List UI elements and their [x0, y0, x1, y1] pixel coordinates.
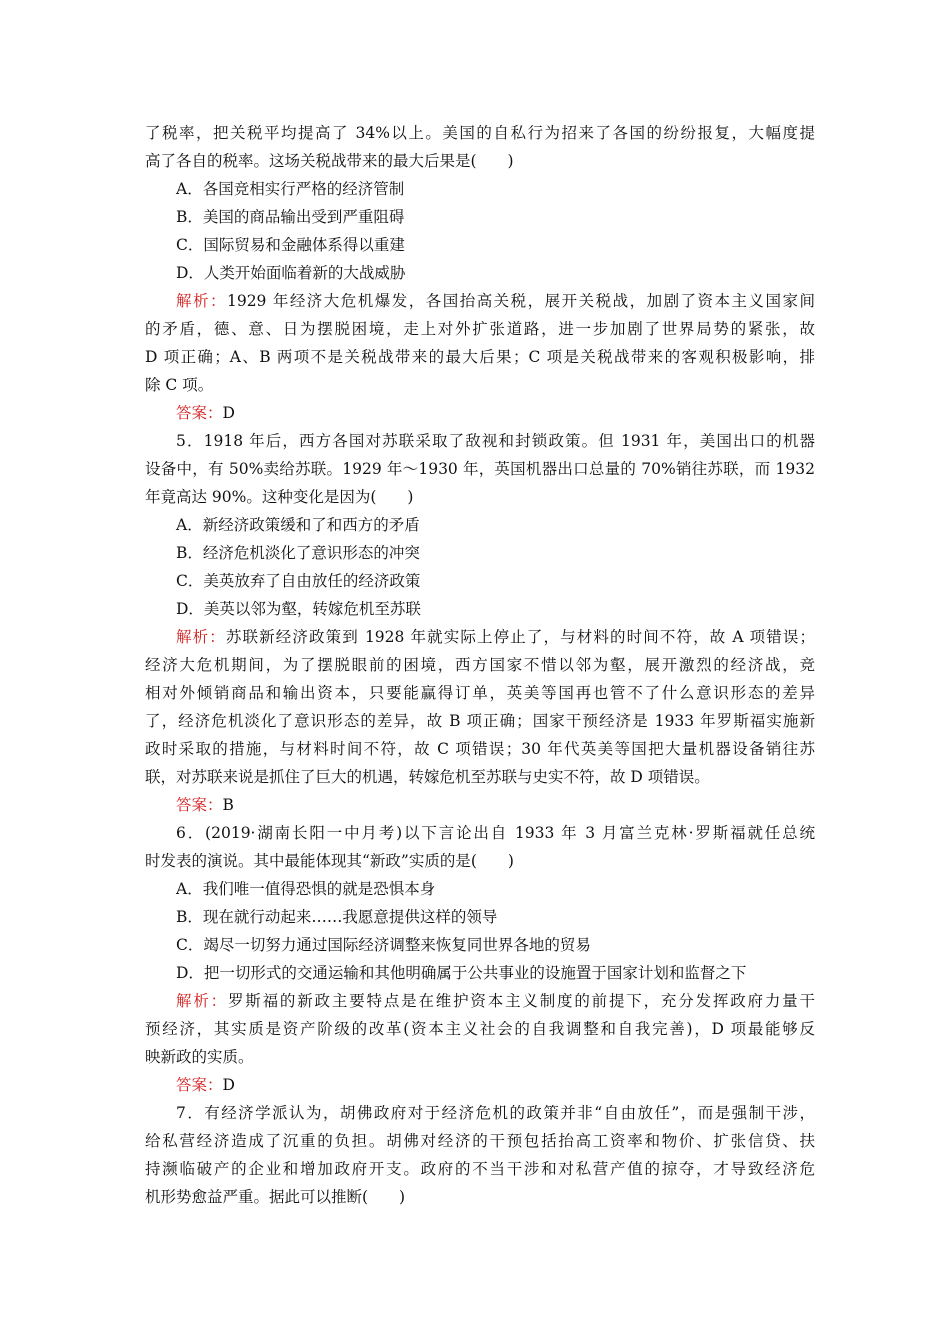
- answer-value: D: [222, 1076, 235, 1094]
- option-d: D．美英以邻为壑，转嫁危机至苏联: [176, 600, 421, 618]
- analysis-line: [145, 287, 815, 315]
- analysis-line: 的矛盾，德、意、日为摆脱困境，走上对外扩张道路，进一步加剧了世界局势的紧张，故: [145, 320, 815, 338]
- page-content: [145, 119, 815, 1211]
- option-c: C．竭尽一切努力通过国际经济调整来恢复同世界各地的贸易: [176, 936, 591, 954]
- analysis-line: 经济大危机期间，为了摆脱眼前的困境，西方国家不惜以邻为壑，展开激烈的经济战，竞: [145, 656, 815, 674]
- analysis-line: 映新政的实质。: [145, 1048, 254, 1066]
- analysis-line: 政时采取的措施，与材料时间不符，故 C 项错误；30 年代英美等国把大量机器设备销往苏: [145, 740, 815, 758]
- option-c: C．美英放弃了自由放任的经济政策: [176, 572, 421, 590]
- option-b: B．经济危机淡化了意识形态的冲突: [176, 544, 420, 562]
- question-stem-line: 设备中，有 50%卖给苏联。1929 年～1930 年，英国机器出口总量的 70%销往苏联，而 1932: [145, 460, 815, 478]
- answer-value: D: [222, 404, 235, 422]
- option-b: B．现在就行动起来……我愿意提供这样的领导: [176, 908, 498, 926]
- analysis-label: 解析：: [176, 292, 227, 310]
- answer-line: [145, 791, 815, 819]
- option-a: A．新经济政策缓和了和西方的矛盾: [176, 516, 420, 534]
- question-5: [145, 427, 815, 819]
- question-stem-line: 了税率，把关税平均提高了 34%以上。美国的自私行为招来了各国的纷纷报复，大幅度提: [145, 124, 815, 142]
- analysis-line: 除 C 项。: [145, 376, 214, 394]
- answer-line: [145, 1071, 815, 1099]
- answer-label: 答案：: [176, 404, 223, 422]
- analysis-label: 解析：: [176, 628, 226, 646]
- option-a: A．我们唯一值得恐惧的就是恐惧本身: [176, 880, 436, 898]
- question-7: [145, 1099, 815, 1211]
- question-stem-line: 持濒临破产的企业和增加政府开支。政府的不当干涉和对私营产值的掠夺，才导致经济危: [145, 1160, 815, 1178]
- option-c: C．国际贸易和金融体系得以重建: [176, 236, 405, 254]
- analysis-text: 罗斯福的新政主要特点是在维护资本主义制度的前提下，充分发挥政府力量干: [227, 992, 815, 1010]
- answer-label: 答案：: [176, 1076, 223, 1094]
- question-stem-line: 6．(2019·湖南长阳一中月考)以下言论出自 1933 年 3 月富兰克林·罗斯福就任总统: [176, 824, 815, 842]
- analysis-text: 1929 年经济大危机爆发，各国抬高关税，展开关税战，加剧了资本主义国家间: [226, 292, 815, 310]
- answer-label: 答案：: [176, 796, 223, 814]
- question-stem-line: 时发表的演说。其中最能体现其“新政”实质的是( ): [145, 852, 514, 870]
- analysis-line: [145, 987, 815, 1015]
- question-stem-line: 年竟高达 90%。这种变化是因为( ): [145, 488, 414, 506]
- option-a: A．各国竞相实行严格的经济管制: [176, 180, 405, 198]
- option-b: B．美国的商品输出受到严重阻碍: [176, 208, 405, 226]
- question-stem-line: 高了各自的税率。这场关税战带来的最大后果是( ): [145, 152, 514, 170]
- analysis-line: D 项正确；A、B 两项不是关税战带来的最大后果；C 项是关税战带来的客观积极影响，排: [145, 348, 815, 366]
- analysis-line: 联，对苏联来说是抓住了巨大的机遇，转嫁危机至苏联与史实不符，故 D 项错误。: [145, 768, 710, 786]
- answer-value: B: [222, 796, 234, 814]
- analysis-text: 苏联新经济政策到 1928 年就实际上停止了，与材料的时间不符，故 A 项错误；: [225, 628, 815, 646]
- question-4: [145, 119, 815, 427]
- option-d: D．把一切形式的交通运输和其他明确属于公共事业的设施置于国家计划和监督之下: [176, 964, 747, 982]
- question-6: [145, 819, 815, 1099]
- answer-line: [145, 399, 815, 427]
- analysis-label: 解析：: [176, 992, 228, 1010]
- analysis-line: [145, 623, 815, 651]
- question-stem-line: 机形势愈益严重。据此可以推断( ): [145, 1188, 406, 1206]
- question-stem-line: 给私营经济造成了沉重的负担。胡佛对经济的干预包括抬高工资率和物价、扩张信贷、扶: [145, 1132, 815, 1150]
- question-stem-line: 5．1918 年后，西方各国对苏联采取了敌视和封锁政策。但 1931 年，美国出口的机器: [176, 432, 815, 450]
- analysis-line: 预经济，其实质是资产阶级的改革(资本主义社会的自我调整和自我完善)，D 项最能够反: [145, 1020, 815, 1038]
- analysis-line: 相对外倾销商品和输出资本，只要能赢得订单，英美等国再也管不了什么意识形态的差异: [145, 684, 815, 702]
- question-stem-line: 7．有经济学派认为，胡佛政府对于经济危机的政策并非“自由放任”，而是强制干涉，: [176, 1104, 815, 1122]
- analysis-line: 了，经济危机淡化了意识形态的差异，故 B 项正确；国家干预经济是 1933 年罗斯福实施新: [145, 712, 815, 730]
- option-d: D．人类开始面临着新的大战威胁: [176, 264, 406, 282]
